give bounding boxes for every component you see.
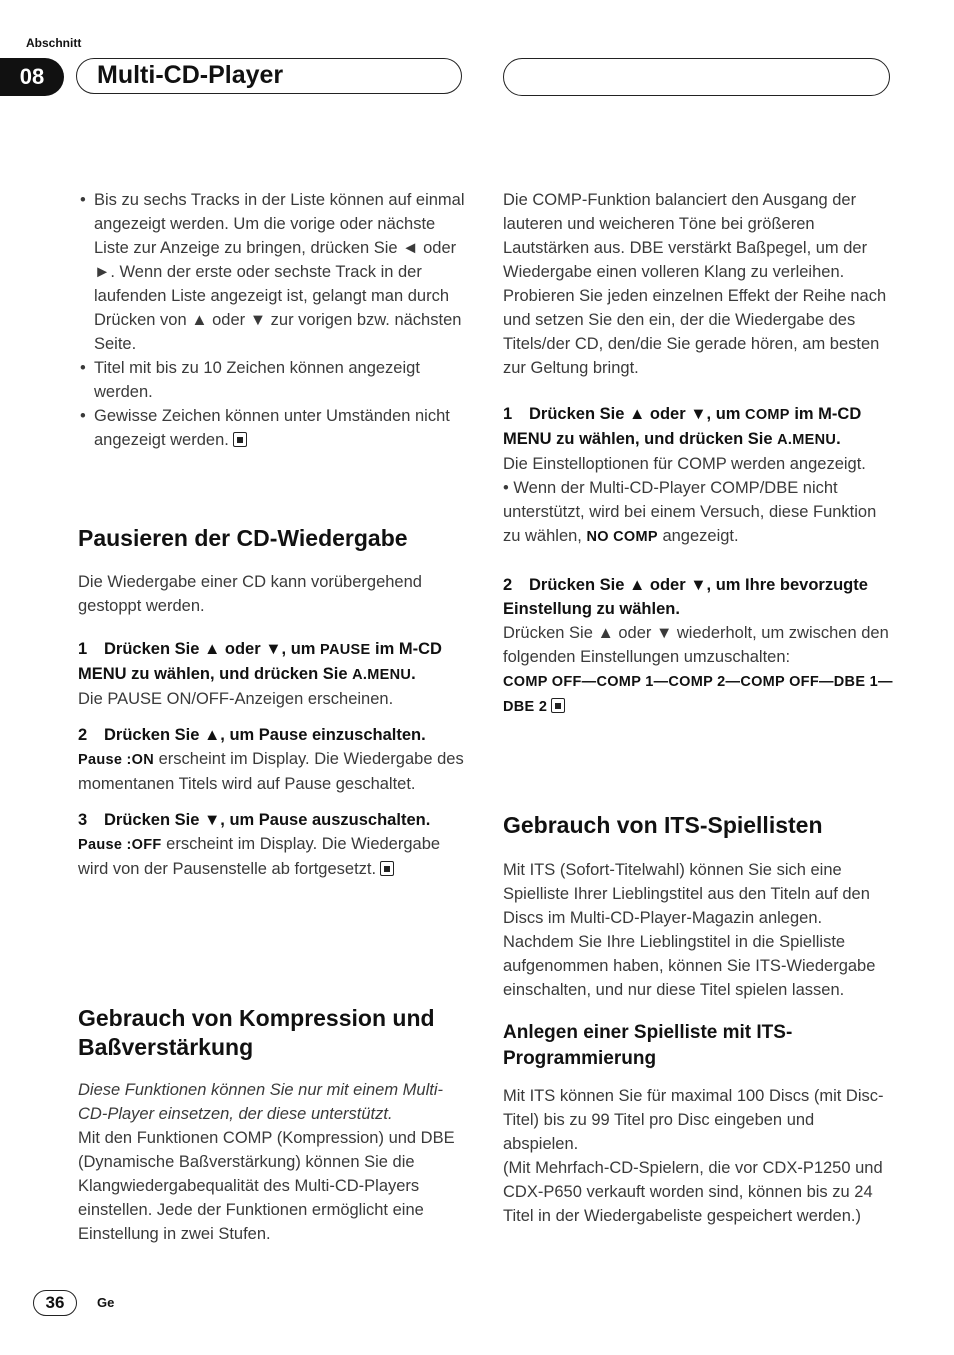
display-code: PAUSE: [320, 642, 371, 658]
step-text: .: [836, 430, 841, 448]
comp-step-2: [503, 573, 893, 621]
list-item: • Bis zu sechs Tracks in der Liste können auf einmal angezeigt werden. Um die vorige oder nächste Liste zur Anzeige zu bringen, drücken Sie ◄ oder ►. Wenn der erste oder sechste Track in der laufenden Liste angezeigt ist, gelangt man durch Drücken von ▲ oder ▼ zur vorigen bzw. nächsten Seite.: [78, 188, 468, 356]
end-mark-icon: [233, 432, 247, 447]
step-text: Drücken Sie ▼, um Pause auszuschalten.: [104, 811, 431, 829]
comp-body: Mit den Funktionen COMP (Kompression) und DBE (Dynamische Baßverstärkung) können Sie die Klangwiedergabequalität des Multi-CD-Players einstellen. Jede der Funktionen ermöglicht eine Einstellung in zwei Stufen.: [78, 1129, 455, 1243]
pause-step-2: [78, 723, 468, 747]
desc-text: erscheint im Display. Die Wiedergabe des momentanen Titels wird auf Pause geschaltet.: [78, 750, 464, 793]
its-sub-body-2: (Mit Mehrfach-CD-Spielern, die vor CDX-P1250 und CDX-P650 verkauft worden sind, können bis zu 24 Titel in der Wiedergabeliste gespeichert werden.): [503, 1159, 883, 1225]
note-text: • Wenn der Multi-CD-Player COMP/DBE nicht unterstützt, wird bei einem Versuch, diese Funktion zu wählen,: [503, 479, 877, 545]
desc-text: erscheint im Display. Die Wiedergabe wird von der Pausenstelle ab fortgesetzt.: [78, 835, 441, 878]
its-section: [503, 811, 893, 1228]
comp-step-1-note: [503, 476, 893, 549]
its-subheading: Anlegen einer Spielliste mit ITS-Programmierung: [503, 1022, 793, 1069]
note-text: angezeigt.: [657, 527, 739, 545]
comp-italic-intro: Diese Funktionen können Sie nur mit einem Multi-CD-Player einsetzen, der diese unterstützt.: [78, 1081, 444, 1123]
step-number: 3: [78, 811, 88, 829]
pause-section: [78, 524, 468, 881]
pause-step-1-desc: Die PAUSE ON/OFF-Anzeigen erscheinen.: [78, 690, 394, 708]
chapter-title: Multi-CD-Player: [76, 58, 462, 94]
left-column: [78, 188, 468, 452]
pause-step-2-desc: [78, 747, 468, 796]
step-text: Drücken Sie ▲ oder ▼, um: [104, 640, 321, 658]
end-mark-icon: [380, 861, 394, 876]
display-code: A.MENU: [352, 667, 412, 683]
display-code: COMP: [745, 407, 790, 423]
comp-step-2-desc: Drücken Sie ▲ oder ▼ wiederholt, um zwischen den folgenden Einstellungen umzuschalten:: [503, 624, 889, 666]
right-column: [503, 188, 893, 719]
its-body: Mit ITS (Sofort-Titelwahl) können Sie sich eine Spielliste Ihrer Lieblingstitel aus den Titeln auf den Discs im Multi-CD-Player-Magazin anlegen. Nachdem Sie Ihre Lieblingstitel in die Spielliste aufgenommen haben, können Sie ITS-Wiedergabe einschalten, und nur diese Titel spielen lassen.: [503, 861, 876, 999]
step-number: 2: [78, 726, 88, 744]
comp-section: [78, 1004, 463, 1246]
step-number: 1: [78, 640, 88, 658]
language-code: Ge: [97, 1295, 115, 1310]
display-code: A.MENU: [777, 432, 837, 448]
header-empty-box: [503, 58, 890, 96]
pause-step-1: [78, 637, 468, 687]
pause-heading: Pausieren der CD-Wiedergabe: [78, 525, 408, 551]
page-number: 36: [33, 1290, 77, 1316]
display-code: Pause :ON: [78, 752, 155, 768]
display-code: NO COMP: [586, 529, 658, 545]
pause-intro: Die Wiedergabe einer CD kann vorübergehend gestoppt werden.: [78, 573, 422, 615]
its-heading: Gebrauch von ITS-Spiellisten: [503, 812, 823, 838]
comp-step-1: [503, 402, 893, 452]
comp-description: Die COMP-Funktion balanciert den Ausgang der lauteren und weicheren Töne bei größeren Lautstärken aus. DBE verstärkt Baßpegel, um der Wiedergabe einen volleren Klang zu verleihen. Probieren Sie jeden einzelnen Effekt der Reihe nach und setzen Sie den ein, der die Wiedergabe des Titels/der CD, den/die Sie gerade hören, am besten zur Geltung bringt.: [503, 191, 887, 377]
list-item: • Titel mit bis zu 10 Zeichen können angezeigt werden.: [78, 356, 468, 404]
step-text: im M-CD MENU zu wählen, und drücken Sie: [78, 640, 442, 683]
end-mark-icon: [551, 698, 565, 713]
display-code: Pause :OFF: [78, 837, 162, 853]
step-number: 1: [503, 405, 513, 423]
step-text: Drücken Sie ▲ oder ▼, um Ihre bevorzugte Einstellung zu wählen.: [503, 576, 868, 618]
its-sub-body-1: Mit ITS können Sie für maximal 100 Discs (mit Disc-Titel) bis zu 99 Titel pro Disc eingeben und abspielen.: [503, 1087, 884, 1153]
step-text: Drücken Sie ▲ oder ▼, um: [529, 405, 746, 423]
step-text: .: [411, 665, 416, 683]
step-text: Drücken Sie ▲, um Pause einzuschalten.: [104, 726, 426, 744]
list-item-text: Gewisse Zeichen können unter Umständen nicht angezeigt werden.: [94, 407, 450, 449]
comp-step-1-desc: Die Einstelloptionen für COMP werden angezeigt.: [503, 455, 866, 473]
pause-step-3: [78, 808, 468, 832]
step-number: 2: [503, 576, 513, 594]
bullet-list: [78, 188, 468, 452]
setting-sequence: COMP OFF—COMP 1—COMP 2—COMP OFF—DBE 1—DBE 2: [503, 674, 893, 715]
chapter-number: 08: [0, 58, 64, 96]
pause-step-3-desc: [78, 832, 468, 881]
comp-heading: Gebrauch von Kompression und Baßverstärkung: [78, 1005, 435, 1060]
list-item: [78, 404, 468, 452]
step-text: im M-CD MENU zu wählen, und drücken Sie: [503, 405, 862, 448]
comp-sequence: [503, 669, 893, 719]
section-label: Abschnitt: [26, 36, 82, 50]
